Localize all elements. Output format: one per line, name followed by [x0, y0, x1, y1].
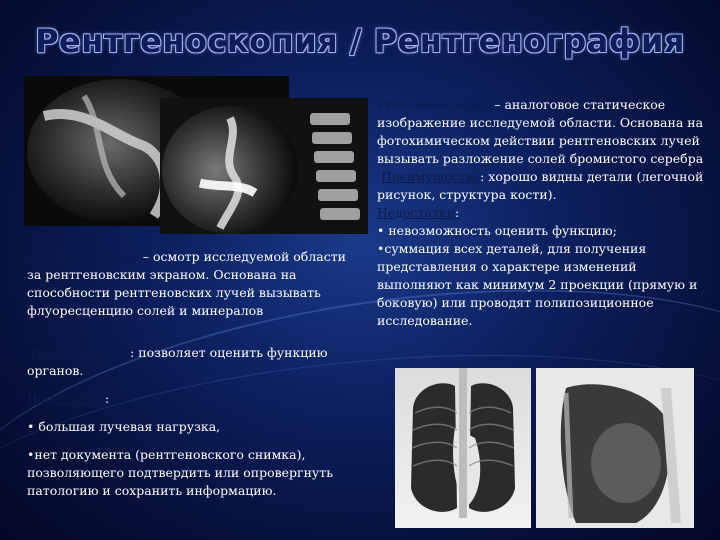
radiography-term: Рентгенография — [377, 97, 491, 112]
fluoroscopy-term: Рентгеноскопия — [27, 249, 139, 264]
radiography-advantages — [377, 168, 712, 204]
fluoroscopy-advantages — [27, 344, 355, 380]
radiography-disadvantages-colon: : — [454, 205, 460, 220]
radiography-disadvantage-1: • невозможность оценить функцию; — [377, 223, 617, 238]
radiography-advantages-text: : хорошо видны детали (легочной рисунок, структура кости). — [377, 169, 704, 202]
radiography-definition — [377, 96, 712, 168]
fluoroscopy-disadvantages-colon: : — [104, 391, 110, 406]
fluoroscopy-advantages-label: Преимущества — [30, 345, 131, 360]
chest-xray-frontal-image — [395, 368, 531, 528]
fluoroscopy-advantages-text: : позволяет оценить функцию органов. — [27, 345, 328, 378]
radiography-advantages-label: Преимущества — [380, 169, 481, 184]
chest-xray-lateral-image — [536, 368, 694, 528]
fluoroscopy-image-2 — [160, 98, 368, 234]
radiography-disadvantages-heading — [377, 204, 712, 222]
fluoroscopy-disadvantages-heading — [27, 390, 355, 408]
radiography-disadvantage-2: •суммация всех деталей, для получения представления о характере изменений выполняют как минимум 2 проекции (прямую и боковую) или проводят полипозиционное исследование. — [377, 241, 698, 328]
fluoroscopy-disadvantages-label: Недостатки — [27, 391, 105, 406]
fluoroscopy-definition — [27, 248, 355, 320]
radiography-disadvantages-label: Недостатки — [377, 205, 455, 220]
fluoroscopy-disadvantage-2: •нет документа (рентгеновского снимка), позволяющего подтвердить или опровергнуть патологию и сохранить информацию. — [27, 447, 333, 498]
slide-title: Рентгеноскопия / Рентгенография — [35, 22, 685, 60]
fluoroscopy-disadvantage-1: • большая лучевая нагрузка, — [27, 419, 221, 434]
radiography-description — [377, 96, 712, 330]
fluoroscopy-definition-text: – осмотр исследуемой области за рентгеновским экраном. Основана на способности рентгеновских лучей вызывать флуоресценцию солей и минералов — [27, 249, 346, 318]
radiography-definition-text: – аналоговое статическое изображение исследуемой области. Основана на фотохимическом действии рентгеновских лучей вызывать разложение солей бромистого серебра — [377, 97, 704, 166]
fluoroscopy-description — [27, 248, 355, 510]
